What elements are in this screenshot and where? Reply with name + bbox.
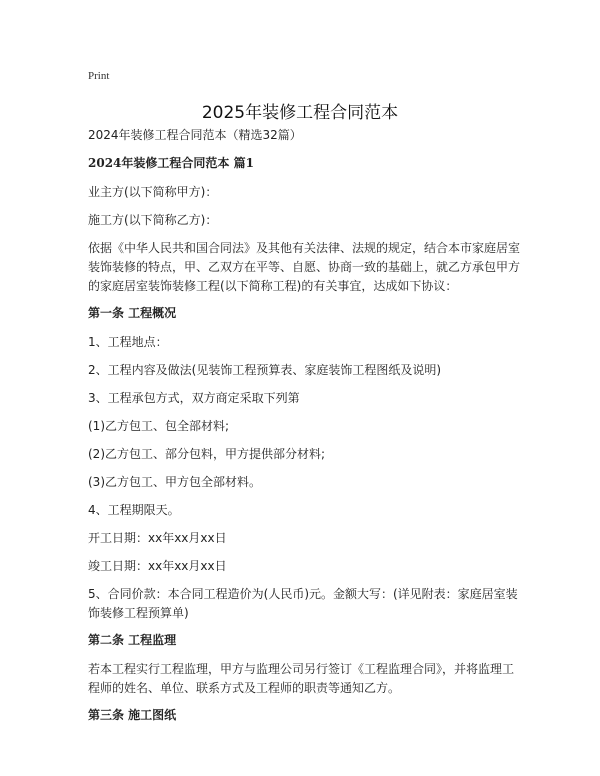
article-1-item: (1)乙方包工、包全部材料; [88, 419, 230, 433]
article-1-item: 竣工日期：xx年xx月xx日 [88, 559, 227, 573]
article-1-item: (3)乙方包工、甲方包全部材料。 [88, 475, 261, 489]
document-title: 2025年装修工程合同范本 [201, 103, 399, 123]
article-3-heading: 第三条 施工图纸 [88, 708, 177, 722]
article-1-item: 开工日期：xx年xx月xx日 [88, 531, 227, 545]
article-1-item: 1、工程地点： [88, 335, 168, 349]
article-1-item: 4、工程期限天。 [88, 503, 180, 517]
article-2-heading: 第二条 工程监理 [88, 633, 177, 647]
party-a-line: 业主方(以下简称甲方)： [88, 185, 218, 199]
article-1-item: 2、工程内容及做法(见装饰工程预算表、家庭装饰工程图纸及说明) [88, 363, 442, 377]
article-2-text: 若本工程实行工程监理，甲方与监理公司另行签订《工程监理合同》，并将监理工程师的姓名、单位、联系方式及工程师的职责等通知乙方。 [88, 662, 515, 695]
party-b-line: 施工方(以下简称乙方)： [88, 213, 218, 227]
article-1-heading: 第一条 工程概况 [88, 306, 177, 320]
document-subtitle: 2024年装修工程合同范本（精选32篇） [88, 128, 302, 142]
print-link[interactable]: Print [88, 70, 110, 82]
article-1-item: 3、工程承包方式，双方商定采取下列第 [88, 391, 300, 405]
article-1-item: 5、合同价款：本合同工程造价为(人民币)元。金额大写：(详见附表：家庭居室装饰装修工程预算单) [88, 587, 518, 620]
article-1-item: (2)乙方包工、部分包料，甲方提供部分材料; [88, 447, 326, 461]
intro-paragraph: 依据《中华人民共和国合同法》及其他有关法律、法规的规定，结合本市家庭居室装饰装修的特点，甲、乙双方在平等、自愿、协商一致的基础上，就乙方承包甲方的家庭居室装饰装修工程(以下简称工程)的有关事宜，达成如下协议： [88, 241, 521, 293]
document-body [88, 126, 520, 735]
section-heading: 2024年装修工程合同范本 篇1 [88, 156, 254, 170]
